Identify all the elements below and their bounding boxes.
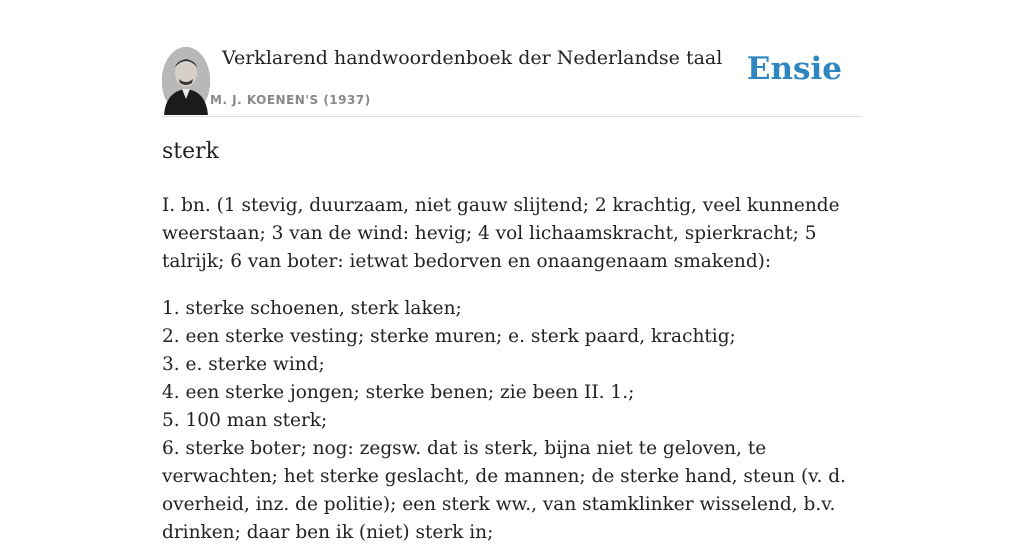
dictionary-header bbox=[162, 44, 862, 117]
book-title: Verklarend handwoordenboek der Nederlandse taal bbox=[222, 47, 723, 69]
entry-headword: sterk bbox=[162, 139, 219, 164]
sense-6: 6. sterke boter; nog: zegsw. dat is sterk, bijna niet te geloven, te verwachten; het sterke geslacht, de mannen; de sterke hand, steun (v. d. overheid, inz. de politie); een sterk ww., van stamklinker wisselend, b.v. drinken; daar ben ik (niet) sterk in; bbox=[162, 438, 846, 543]
author-portrait bbox=[162, 47, 210, 115]
author-label: M. J. KOENEN'S (1937) bbox=[210, 93, 371, 107]
sense-3: 3. e. sterke wind; bbox=[162, 354, 325, 375]
sense-4: 4. een sterke jongen; sterke benen; zie been II. 1.; bbox=[162, 382, 635, 403]
ensie-logo-link[interactable]: Ensie bbox=[746, 51, 842, 87]
entry-definition bbox=[162, 192, 867, 547]
portrait-image bbox=[162, 47, 210, 115]
sense-2: 2. een sterke vesting; sterke muren; e. sterk paard, krachtig; bbox=[162, 326, 736, 347]
definition-intro: I. bn. (1 stevig, duurzaam, niet gauw slijtend; 2 krachtig, veel kunnende weerstaan; 3 van de wind: hevig; 4 vol lichaamskracht, spierkracht; 5 talrijk; 6 van boter: ietwat bedorven en onaangenaam smakend): bbox=[162, 195, 840, 272]
sense-1: 1. sterke schoenen, sterk laken; bbox=[162, 298, 462, 319]
sense-5: 5. 100 man sterk; bbox=[162, 410, 328, 431]
